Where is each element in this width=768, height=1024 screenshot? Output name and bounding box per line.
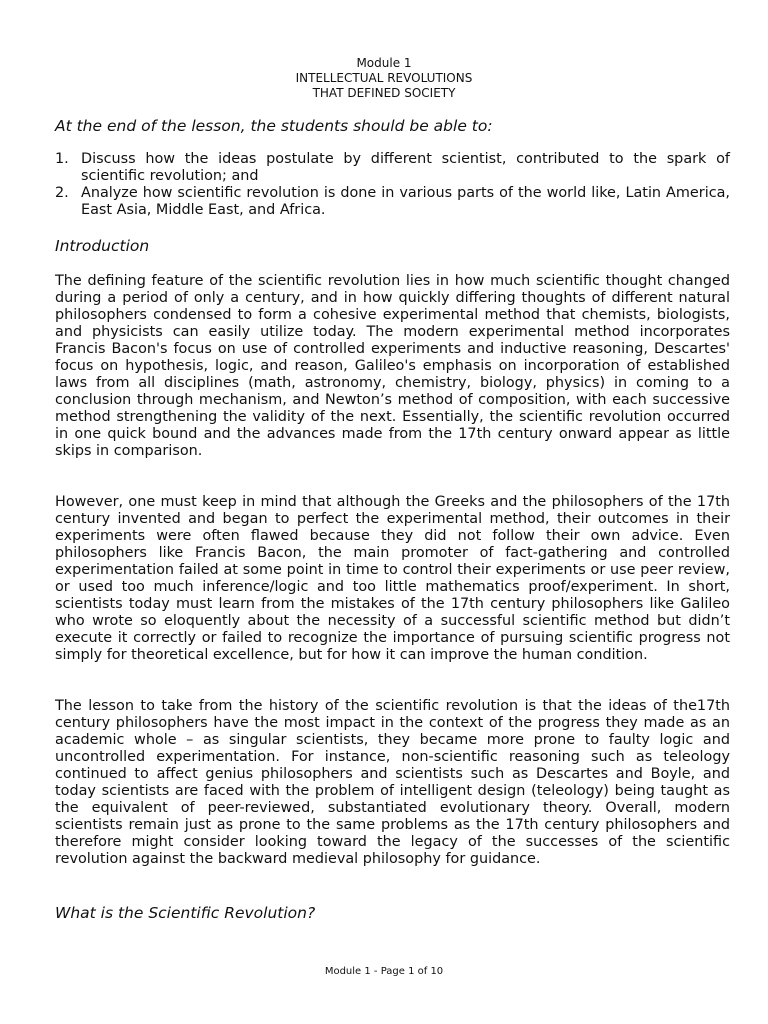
objectives-list — [55, 151, 730, 219]
list-item-text: Analyze how scientific revolution is done in various parts of the world like, Latin America, East Asia, Middle East, and Africa. — [81, 185, 730, 218]
list-item — [55, 185, 730, 219]
paragraph: However, one must keep in mind that although the Greeks and the philosophers of the 17th century invented and began to perfect the experimental method, their outcomes in their experiments were often flawed because they did not follow their own advice. Even philosophers like Francis Bacon, the main promoter of fact-gathering and controlled experimentation failed at some point in time to control their experiments or use peer review, or used too much inference/logic and too little mathematics proof/experiment. In short, scientists today must learn from the mistakes of the 17th century philosophers like Galileo who wrote so eloquently about the necessity of a successful scientific method but didn’t execute it correctly or failed to recognize the importance of pursuing scientific progress not simply for theoretical excellence, but for how it can improve the human condition. — [55, 494, 730, 663]
list-item-number: 1. — [55, 151, 69, 167]
paragraph: The lesson to take from the history of the scientific revolution is that the ideas of the17th century philosophers have the most impact in the context of the progress they made as an academic whole – as singular scientists, they became more prone to faulty logic and uncontrolled experimentation. For instance, non-scientific reasoning such as teleology continued to affect genius philosophers and scientists such as Descartes and Boyle, and today scientists are faced with the problem of intelligent design (teleology) being taught as the equivalent of peer-reviewed, substantiated evolutionary theory. Overall, modern scientists remain just as prone to the same problems as the 17th century philosophers and therefore might consider looking toward the legacy of the successes of the scientific revolution against the backward medieval philosophy for guidance. — [55, 698, 730, 867]
list-item-number: 2. — [55, 185, 69, 201]
objectives-intro: At the end of the lesson, the students should be able to: — [55, 117, 493, 135]
page-footer: Module 1 - Page 1 of 10 — [324, 966, 444, 977]
scientific-revolution-heading: What is the Scientific Revolution? — [55, 904, 316, 922]
module-title-line-2: THAT DEFINED SOCIETY — [312, 86, 456, 100]
paragraph: The defining feature of the scientific revolution lies in how much scientific thought changed during a period of only a century, and in how quickly differing thoughts of different natural philosophers condensed to form a cohesive experimental method that chemists, biologists, and physicists can easily utilize today. The modern experimental method incorporates Francis Bacon's focus on use of controlled experiments and inductive reasoning, Descartes' focus on hypothesis, logic, and reason, Galileo's emphasis on incorporation of established laws from all disciplines (math, astronomy, chemistry, biology, physics) in coming to a conclusion through mechanism, and Newton’s method of composition, with each successive method strengthening the validity of the next. Essentially, the scientific revolution occurred in one quick bound and the advances made from the 17th century onward appear as little skips in comparison. — [55, 273, 730, 459]
module-title-line-1: INTELLECTUAL REVOLUTIONS — [295, 71, 473, 85]
list-item — [55, 151, 730, 185]
introduction-heading: Introduction — [55, 237, 150, 255]
list-item-text: Discuss how the ideas postulate by different scientist, contributed to the spark of scientific revolution; and — [81, 151, 730, 184]
module-label: Module 1 — [356, 56, 412, 70]
module-header — [0, 56, 768, 101]
